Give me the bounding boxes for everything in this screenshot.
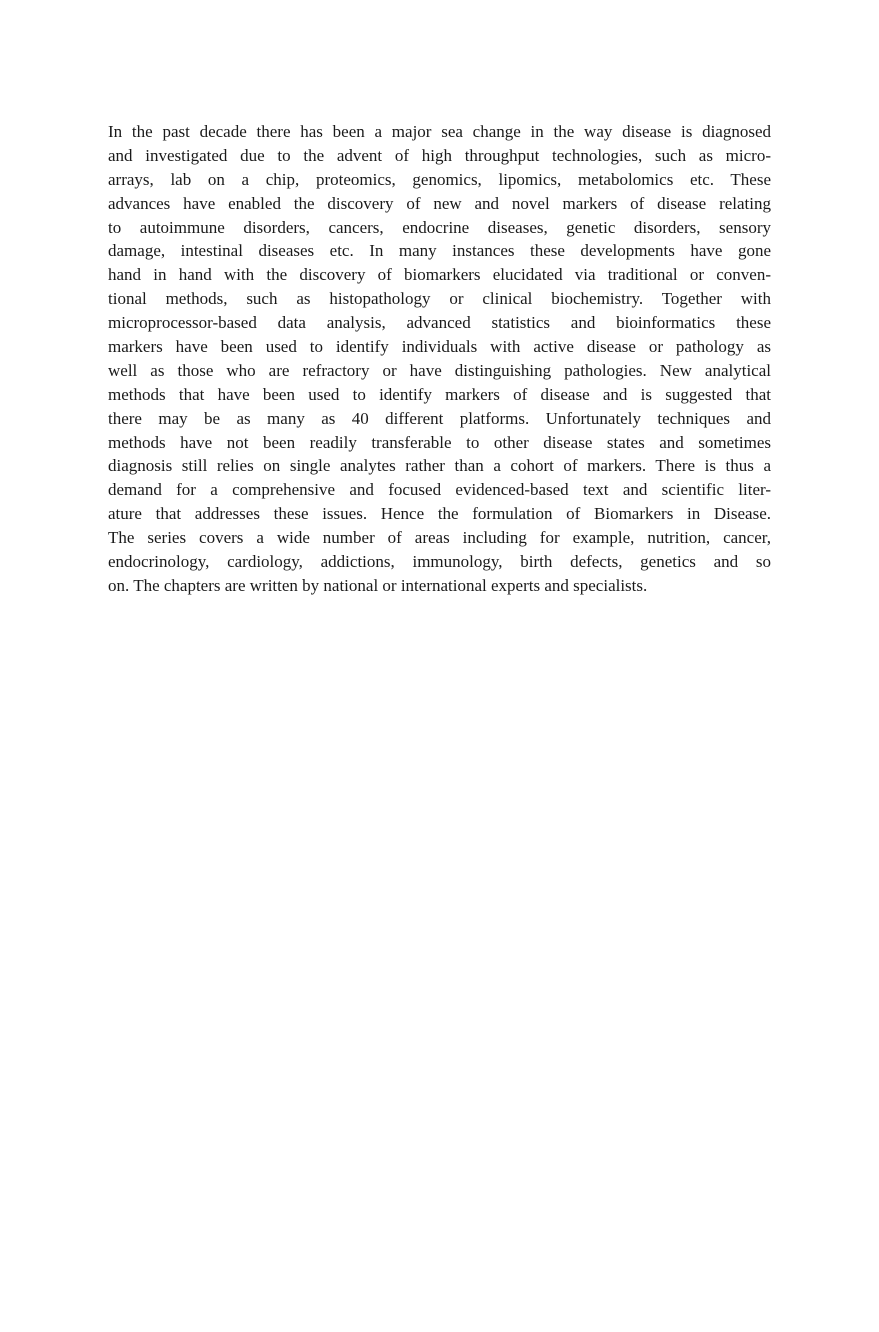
paragraph-line: on. The chapters are written by national or international experts and specialists. (108, 575, 648, 595)
paragraph-line: The series covers a wide number of areas including for example, nutrition, cancer, (108, 528, 771, 548)
paragraph-line: hand in hand with the discovery of biomarkers elucidated via traditional or conven- (108, 265, 771, 285)
paragraph-line: endocrinology, cardiology, addictions, immunology, birth defects, genetics and so (108, 552, 771, 572)
paragraph-line: damage, intestinal diseases etc. In many instances these developments have gone (108, 241, 771, 261)
paragraph-line: ature that addresses these issues. Hence the formulation of Biomarkers in Disease. (108, 504, 771, 524)
paragraph-line: there may be as many as 40 different platforms. Unfortunately techniques and (108, 408, 771, 428)
paragraph-line: methods that have been used to identify markers of disease and is suggested that (108, 384, 771, 404)
paragraph-line: In the past decade there has been a major sea change in the way disease is diagnosed (108, 122, 771, 141)
paragraph-line: well as those who are refractory or have distinguishing pathologies. New analytical (108, 360, 771, 380)
paragraph-line: and investigated due to the advent of high throughput technologies, such as micro- (108, 145, 771, 165)
paragraph-line: demand for a comprehensive and focused evidenced-based text and scientific liter- (108, 480, 771, 500)
paragraph-line: to autoimmune disorders, cancers, endocrine diseases, genetic disorders, sensory (108, 217, 771, 237)
paragraph-line: arrays, lab on a chip, proteomics, genomics, lipomics, metabolomics etc. These (108, 169, 771, 189)
paragraph-line: advances have enabled the discovery of new and novel markers of disease relating (108, 193, 771, 213)
body-paragraph (108, 120, 771, 598)
paragraph-line: diagnosis still relies on single analytes rather than a cohort of markers. There is thus a (108, 456, 771, 476)
paragraph-line: markers have been used to identify individuals with active disease or pathology as (108, 337, 771, 357)
paragraph-line: methods have not been readily transferable to other disease states and sometimes (108, 432, 771, 452)
paragraph-line: microprocessor-based data analysis, advanced statistics and bioinformatics these (108, 313, 771, 333)
paragraph-line: tional methods, such as histopathology or clinical biochemistry. Together with (108, 289, 771, 309)
